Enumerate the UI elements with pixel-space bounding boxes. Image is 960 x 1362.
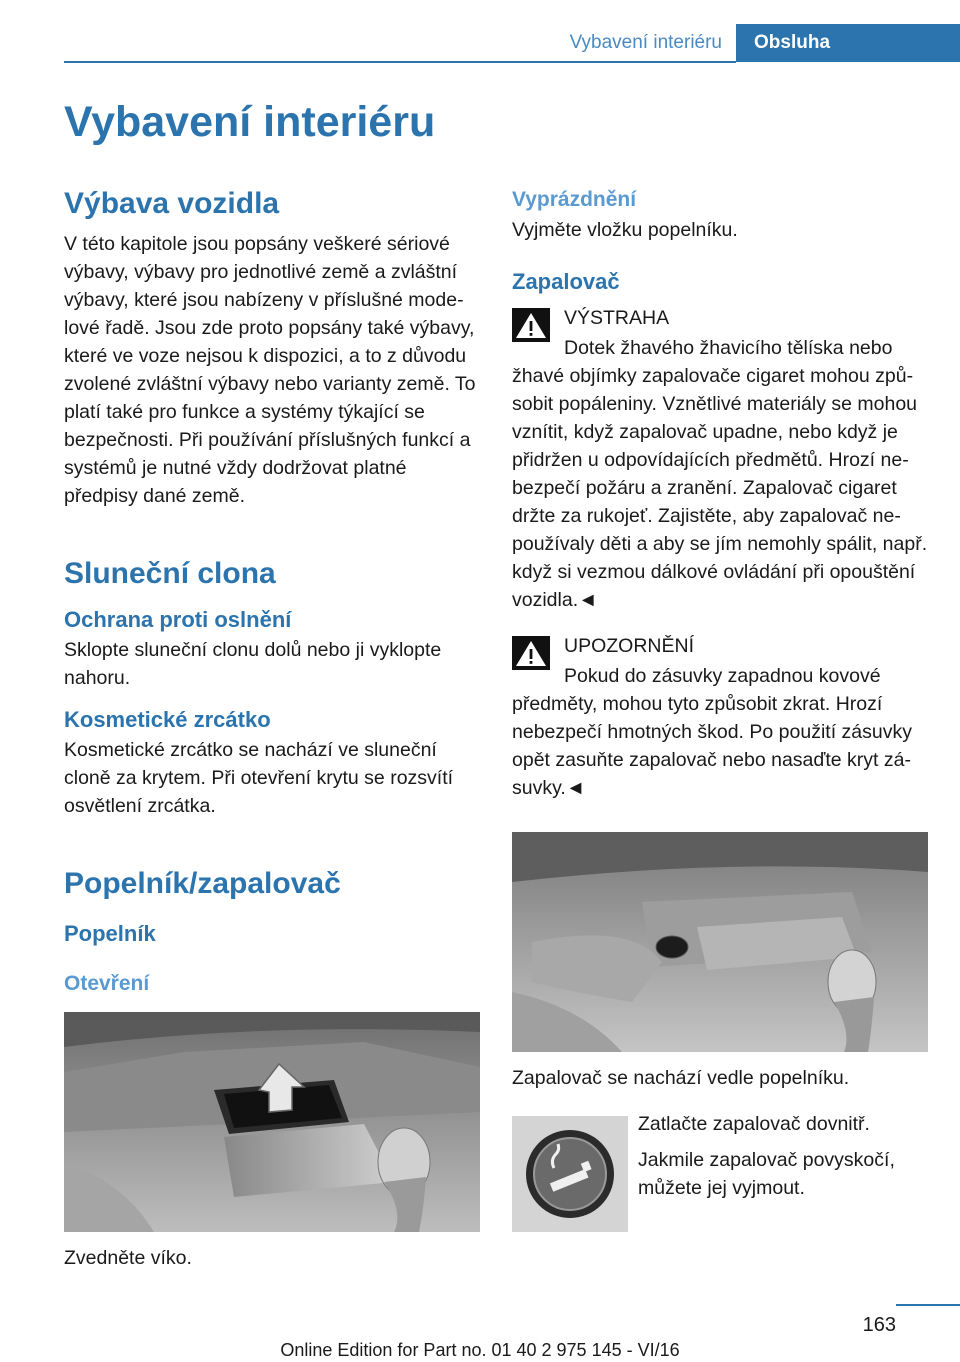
heading-otevreni: Otevření	[64, 972, 150, 995]
cigarette-lighter-icon	[512, 1116, 628, 1232]
text-zrcatko: Kosmetické zrcátko se nachází ve sluneční cloně za krytem. Při otevření krytu se rozsvítí osvětlení zrcátka.	[64, 739, 454, 817]
heading-slunecni-clona: Sluneční clona	[64, 557, 276, 590]
right-column	[512, 180, 928, 1238]
page-footer	[0, 1300, 960, 1362]
heading-popelnik-zapalovac: Popelník/zapalovač	[64, 867, 341, 900]
footer-rule	[896, 1304, 960, 1306]
page-header	[0, 24, 960, 62]
caption-zvednete-viko: Zvedněte víko.	[64, 1247, 192, 1269]
text-vybava: V této kapitole jsou popsány veškeré sériové výbavy, výbavy pro jednotlivé země a zvláštní výbavy, které jsou nabízeny v příslušné modelové řadě. Jsou zde proto popsány také výbavy, které ve voze nejsou k dispozici, a to z důvodu zvolené zvláštní výbavy nebo varianty země. To platí také pro funkce a systémy týkající se bezpečnosti. Při používání příslušných funkcí a systémů je nutné vždy dodržovat platné předpisy dané země.	[64, 233, 476, 507]
heading-zapalovac: Zapalovač	[512, 269, 620, 294]
header-chapter-tab: Obsluha	[736, 24, 960, 62]
lighter-location-photo	[512, 832, 928, 1052]
lighter-button-photo	[512, 1116, 628, 1232]
text-vyprazdneni: Vyjměte vložku popelníku.	[512, 219, 738, 241]
ashtray-illustration	[64, 1012, 480, 1232]
step-push-lighter: Zatlačte zapalovač dovnitř.	[638, 1113, 870, 1135]
page-number: 163	[862, 1314, 896, 1336]
edition-note: Online Edition for Part no. 01 40 2 975 145 - VI/16	[280, 1340, 680, 1360]
left-column	[64, 180, 480, 1272]
heading-popelnik: Popelník	[64, 921, 156, 946]
header-rule	[64, 61, 736, 63]
caption-zapalovac-location: Zapalovač se nachází vedle popelníku.	[512, 1067, 850, 1089]
ashtray-photo	[64, 1012, 480, 1232]
heading-vybava: Výbava vozidla	[64, 187, 280, 220]
warning-text-vystraha: Dotek žhavého žhavicího tělíska nebo žhavé objímky zapalovače cigaret mohou způsobit popáleniny. Vznětlivé materiály se mohou vznítit, když zapalovač upadne, nebo když je přidržen u odpovídajících předmětů. Hrozí nebezpečí požáru a zranění. Zapalovač cigaret držte za rukojeť. Zajistěte, aby zapalovač nepoužívaly děti a aby se jím nemohly spálit, např. když si vezmou dálkové ovládání při opouštění vozidla.◄	[512, 337, 928, 611]
heading-vyprazdneni: Vyprázdnění	[512, 188, 637, 211]
warning-block-upozorneni	[512, 632, 928, 802]
step-remove-lighter: Jakmile zapalovač povyskočí, můžete jej vyjmout.	[638, 1149, 895, 1199]
lighter-steps	[512, 1108, 928, 1238]
warning-text-upozorneni: Pokud do zásuvky zapadnou kovové předměty, mohou tyto způsobit zkrat. Hrozí nebezpečí hmotných škod. Po použití zásuvky opět zasuňte zapalovač nebo nasaďte kryt zásuvky.◄	[512, 665, 912, 799]
text-ochrana: Sklopte sluneční clonu dolů nebo ji vyklopte nahoru.	[64, 639, 442, 689]
warning-label-upozorneni: UPOZORNĚNÍ	[564, 635, 695, 657]
console-illustration	[512, 832, 928, 1052]
warning-triangle-icon	[512, 308, 550, 342]
header-section-title: Vybavení interiéru	[569, 32, 722, 53]
page-title: Vybavení interiéru	[64, 98, 436, 146]
heading-ochrana: Ochrana proti oslnění	[64, 607, 292, 632]
warning-label-vystraha: VÝSTRAHA	[564, 307, 670, 329]
warning-triangle-icon	[512, 636, 550, 670]
warning-block-vystraha	[512, 304, 928, 614]
heading-zrcatko: Kosmetické zrcátko	[64, 707, 271, 732]
